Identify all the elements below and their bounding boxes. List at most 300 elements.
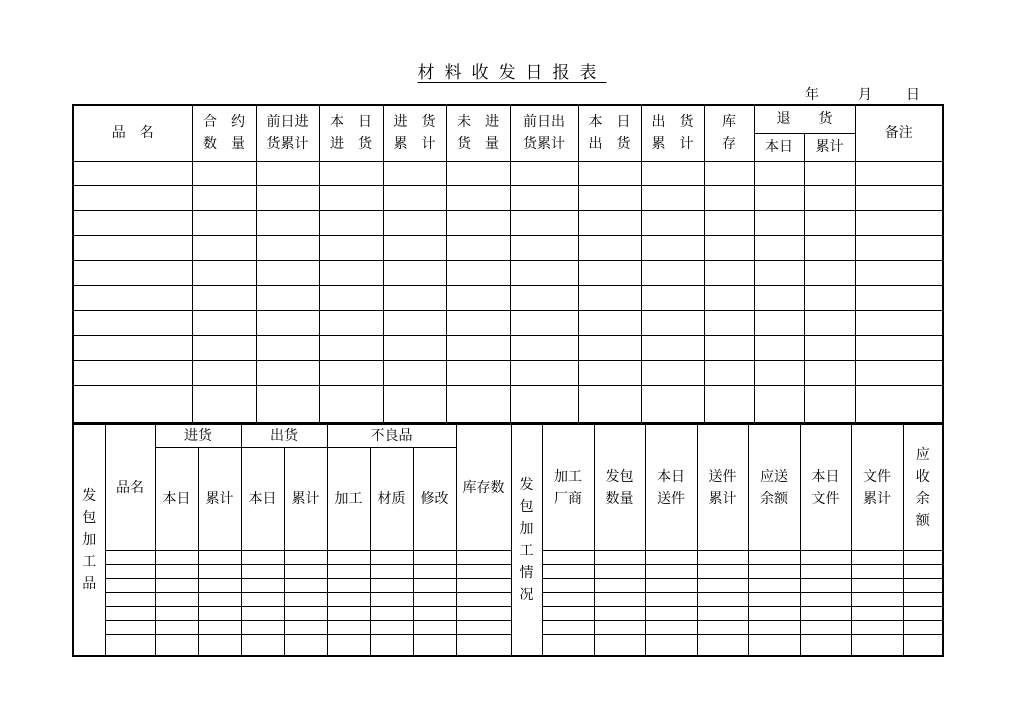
table-cell[interactable]	[594, 551, 645, 565]
table-cell[interactable]	[578, 211, 641, 236]
table-row	[73, 186, 943, 211]
table-cell[interactable]	[578, 385, 641, 423]
table-cell[interactable]	[456, 635, 511, 656]
table-cell[interactable]	[155, 621, 198, 635]
table-cell[interactable]	[754, 236, 804, 261]
table-cell[interactable]	[284, 593, 327, 607]
table-cell[interactable]	[578, 361, 641, 386]
table-cell[interactable]	[73, 261, 192, 286]
table-cell[interactable]	[73, 161, 192, 186]
table-cell[interactable]	[903, 565, 943, 579]
subcontract-table	[72, 424, 944, 657]
table-cell[interactable]	[284, 635, 327, 656]
table-cell[interactable]	[594, 607, 645, 621]
table-cell[interactable]	[804, 261, 855, 286]
header-processor: 加工 厂商	[542, 425, 594, 551]
table-cell[interactable]	[192, 361, 256, 386]
table-cell[interactable]	[192, 336, 256, 361]
table-cell[interactable]	[855, 236, 943, 261]
table-cell[interactable]	[446, 211, 510, 236]
table-cell[interactable]	[413, 593, 456, 607]
table-cell[interactable]	[456, 551, 511, 565]
table-cell[interactable]	[446, 261, 510, 286]
table-cell[interactable]	[284, 621, 327, 635]
table-cell[interactable]	[542, 551, 594, 565]
table-cell[interactable]	[804, 361, 855, 386]
table-row	[73, 621, 943, 635]
table-cell[interactable]	[645, 565, 697, 579]
table-cell[interactable]	[446, 186, 510, 211]
table-cell[interactable]	[192, 236, 256, 261]
table-row	[73, 607, 943, 621]
table-cell[interactable]	[645, 607, 697, 621]
table-cell[interactable]	[903, 579, 943, 593]
table-cell[interactable]	[748, 551, 800, 565]
table-cell[interactable]	[800, 593, 851, 607]
table-cell[interactable]	[578, 286, 641, 311]
table-cell[interactable]	[851, 593, 903, 607]
table-cell[interactable]	[105, 635, 155, 656]
table-cell[interactable]	[256, 211, 319, 236]
table-cell[interactable]	[641, 186, 704, 211]
table-cell[interactable]	[804, 236, 855, 261]
table-cell[interactable]	[748, 607, 800, 621]
table-cell[interactable]	[284, 579, 327, 593]
table-cell[interactable]	[73, 211, 192, 236]
table-cell[interactable]	[319, 186, 383, 211]
table-row	[73, 361, 943, 386]
table-cell[interactable]	[704, 236, 754, 261]
header-balance-due: 应送 余额	[748, 425, 800, 551]
table-cell[interactable]	[697, 607, 748, 621]
table-cell[interactable]	[641, 211, 704, 236]
table-cell[interactable]	[641, 311, 704, 336]
table-cell[interactable]	[697, 621, 748, 635]
table-cell[interactable]	[748, 565, 800, 579]
table-cell[interactable]	[754, 385, 804, 423]
table-cell[interactable]	[241, 579, 284, 593]
header-today-sent: 本日 送件	[645, 425, 697, 551]
table-cell[interactable]	[105, 565, 155, 579]
table-cell[interactable]	[370, 551, 413, 565]
table-cell[interactable]	[256, 336, 319, 361]
table-row	[73, 635, 943, 656]
table-cell[interactable]	[510, 186, 578, 211]
table-cell[interactable]	[903, 621, 943, 635]
table-cell[interactable]	[704, 361, 754, 386]
table-cell[interactable]	[855, 261, 943, 286]
table-cell[interactable]	[383, 286, 446, 311]
table-cell[interactable]	[327, 593, 370, 607]
table-cell[interactable]	[105, 607, 155, 621]
table-cell[interactable]	[319, 236, 383, 261]
table-cell[interactable]	[800, 621, 851, 635]
table-cell[interactable]	[754, 286, 804, 311]
table-cell[interactable]	[903, 635, 943, 656]
table-cell[interactable]	[800, 551, 851, 565]
table-cell[interactable]	[413, 635, 456, 656]
table-cell[interactable]	[645, 635, 697, 656]
table-cell[interactable]	[327, 551, 370, 565]
table-cell[interactable]	[542, 579, 594, 593]
header-product-name-2: 品名	[105, 425, 155, 551]
table-cell[interactable]	[256, 161, 319, 186]
table-cell[interactable]	[456, 565, 511, 579]
table-cell[interactable]	[241, 565, 284, 579]
table-cell[interactable]	[456, 607, 511, 621]
table-cell[interactable]	[456, 579, 511, 593]
table-cell[interactable]	[241, 635, 284, 656]
table-cell[interactable]	[851, 621, 903, 635]
header-not-in-qty: 未 进 货 量	[446, 105, 510, 161]
table-cell[interactable]	[73, 186, 192, 211]
table-row	[73, 593, 943, 607]
table-cell[interactable]	[256, 236, 319, 261]
table-cell[interactable]	[645, 621, 697, 635]
table-cell[interactable]	[241, 551, 284, 565]
table-cell[interactable]	[198, 621, 241, 635]
header-defect-processing: 加工	[327, 448, 370, 551]
table-cell[interactable]	[383, 385, 446, 423]
table-cell[interactable]	[804, 385, 855, 423]
header-outgoing-today: 本日	[241, 448, 284, 551]
table-cell[interactable]	[446, 161, 510, 186]
table-cell[interactable]	[748, 635, 800, 656]
table-cell[interactable]	[855, 385, 943, 423]
table-cell[interactable]	[446, 385, 510, 423]
table-cell[interactable]	[319, 385, 383, 423]
table-cell[interactable]	[319, 336, 383, 361]
header-returns-total: 累计	[804, 133, 855, 161]
table-cell[interactable]	[851, 565, 903, 579]
table-cell[interactable]	[903, 607, 943, 621]
table-cell[interactable]	[155, 635, 198, 656]
table-cell[interactable]	[542, 607, 594, 621]
table-cell[interactable]	[697, 565, 748, 579]
header-incoming-today: 本日	[155, 448, 198, 551]
table-cell[interactable]	[748, 579, 800, 593]
table-cell[interactable]	[192, 161, 256, 186]
table-cell[interactable]	[73, 286, 192, 311]
table-cell[interactable]	[370, 565, 413, 579]
table-cell[interactable]	[748, 621, 800, 635]
table-cell[interactable]	[327, 579, 370, 593]
table-cell[interactable]	[800, 579, 851, 593]
table-cell[interactable]	[510, 286, 578, 311]
table-cell[interactable]	[594, 579, 645, 593]
table-cell[interactable]	[284, 565, 327, 579]
table-cell[interactable]	[241, 621, 284, 635]
table-cell[interactable]	[456, 621, 511, 635]
header-today-out: 本 日 出 货	[578, 105, 641, 161]
table-cell[interactable]	[73, 236, 192, 261]
table-cell[interactable]	[155, 551, 198, 565]
table-cell[interactable]	[383, 161, 446, 186]
table-cell[interactable]	[256, 361, 319, 386]
table-cell[interactable]	[413, 607, 456, 621]
table-cell[interactable]	[198, 551, 241, 565]
table-cell[interactable]	[319, 261, 383, 286]
table-cell[interactable]	[704, 311, 754, 336]
table-cell[interactable]	[256, 261, 319, 286]
table-cell[interactable]	[105, 579, 155, 593]
header-today-in: 本 日 进 货	[319, 105, 383, 161]
table-cell[interactable]	[855, 186, 943, 211]
table-cell[interactable]	[510, 161, 578, 186]
daily-report-table	[72, 104, 944, 424]
table-row	[73, 551, 943, 565]
table-cell[interactable]	[327, 565, 370, 579]
table-cell[interactable]	[697, 551, 748, 565]
table-cell[interactable]	[645, 551, 697, 565]
table-cell[interactable]	[370, 607, 413, 621]
table-cell[interactable]	[851, 607, 903, 621]
table-cell[interactable]	[383, 211, 446, 236]
table-cell[interactable]	[319, 161, 383, 186]
table-cell[interactable]	[754, 311, 804, 336]
table-cell[interactable]	[754, 261, 804, 286]
table-cell[interactable]	[284, 551, 327, 565]
table-cell[interactable]	[641, 261, 704, 286]
table-cell[interactable]	[446, 236, 510, 261]
table-cell[interactable]	[578, 161, 641, 186]
table-cell[interactable]	[155, 565, 198, 579]
table-cell[interactable]	[319, 361, 383, 386]
table-row	[73, 385, 943, 423]
table-cell[interactable]	[704, 336, 754, 361]
table-cell[interactable]	[578, 261, 641, 286]
table-cell[interactable]	[804, 186, 855, 211]
table-cell[interactable]	[510, 236, 578, 261]
table-cell[interactable]	[383, 336, 446, 361]
table-cell[interactable]	[198, 593, 241, 607]
table-cell[interactable]	[383, 311, 446, 336]
table-cell[interactable]	[697, 579, 748, 593]
table-cell[interactable]	[804, 286, 855, 311]
table-cell[interactable]	[256, 385, 319, 423]
header-remarks: 备注	[855, 105, 943, 161]
header-docs-total: 文件 累计	[851, 425, 903, 551]
document-title: 材料收发日报表	[417, 63, 607, 83]
table-cell[interactable]	[594, 593, 645, 607]
table-cell[interactable]	[319, 286, 383, 311]
table-cell[interactable]	[641, 361, 704, 386]
table-cell[interactable]	[192, 211, 256, 236]
table-cell[interactable]	[855, 336, 943, 361]
table-cell[interactable]	[804, 311, 855, 336]
table-row	[73, 311, 943, 336]
table-cell[interactable]	[105, 593, 155, 607]
table-cell[interactable]	[697, 635, 748, 656]
section-label-subcontract-status: 发 包 加 工 情 况	[511, 425, 542, 657]
table-cell[interactable]	[155, 593, 198, 607]
table-cell[interactable]	[413, 565, 456, 579]
table-row	[73, 579, 943, 593]
table-cell[interactable]	[192, 286, 256, 311]
table-cell[interactable]	[800, 565, 851, 579]
table-row	[73, 236, 943, 261]
table-cell[interactable]	[370, 593, 413, 607]
table-cell[interactable]	[370, 579, 413, 593]
header-incoming-total: 累计	[198, 448, 241, 551]
table-cell[interactable]	[241, 593, 284, 607]
table-cell[interactable]	[645, 579, 697, 593]
header-returns-today: 本日	[754, 133, 804, 161]
table-cell[interactable]	[754, 211, 804, 236]
table-cell[interactable]	[754, 161, 804, 186]
table-cell[interactable]	[542, 565, 594, 579]
table-cell[interactable]	[645, 593, 697, 607]
table-cell[interactable]	[697, 593, 748, 607]
table-cell[interactable]	[594, 635, 645, 656]
table-cell[interactable]	[327, 621, 370, 635]
table-cell[interactable]	[704, 261, 754, 286]
table-cell[interactable]	[804, 336, 855, 361]
table-cell[interactable]	[510, 311, 578, 336]
header-outgoing: 出货	[241, 425, 327, 448]
table-cell[interactable]	[855, 361, 943, 386]
table-cell[interactable]	[754, 186, 804, 211]
header-receivable: 应 收 余 额	[903, 425, 943, 551]
table-cell[interactable]	[256, 311, 319, 336]
table-cell[interactable]	[704, 161, 754, 186]
table-cell[interactable]	[510, 385, 578, 423]
header-stock-count: 库存数	[456, 425, 511, 551]
table-cell[interactable]	[256, 186, 319, 211]
table-cell[interactable]	[851, 551, 903, 565]
table-cell[interactable]	[641, 286, 704, 311]
table-row	[73, 261, 943, 286]
table-cell[interactable]	[542, 593, 594, 607]
table-cell[interactable]	[198, 565, 241, 579]
table-cell[interactable]	[73, 311, 192, 336]
date-month-label: 月	[858, 87, 872, 103]
table-cell[interactable]	[804, 161, 855, 186]
table-cell[interactable]	[855, 286, 943, 311]
header-in-total: 进 货 累 计	[383, 105, 446, 161]
table-cell[interactable]	[754, 336, 804, 361]
table-cell[interactable]	[510, 336, 578, 361]
table-cell[interactable]	[855, 211, 943, 236]
table-cell[interactable]	[704, 385, 754, 423]
table-cell[interactable]	[800, 607, 851, 621]
table-cell[interactable]	[542, 621, 594, 635]
table-cell[interactable]	[256, 286, 319, 311]
table-cell[interactable]	[800, 635, 851, 656]
table-cell[interactable]	[383, 236, 446, 261]
table-cell[interactable]	[319, 311, 383, 336]
header-prev-in-total: 前日进 货累计	[256, 105, 319, 161]
header-outgoing-total: 累计	[284, 448, 327, 551]
table-cell[interactable]	[105, 551, 155, 565]
table-cell[interactable]	[903, 593, 943, 607]
section-label-subcontract-goods: 发 包 加 工 品	[73, 425, 105, 657]
table-cell[interactable]	[383, 186, 446, 211]
table-row	[73, 286, 943, 311]
table-cell[interactable]	[578, 186, 641, 211]
table-cell[interactable]	[241, 607, 284, 621]
table-cell[interactable]	[641, 385, 704, 423]
table-cell[interactable]	[510, 211, 578, 236]
header-product-name: 品 名	[73, 105, 192, 161]
date-year-label: 年	[805, 87, 819, 103]
table-cell[interactable]	[641, 236, 704, 261]
table-cell[interactable]	[73, 385, 192, 423]
table-cell[interactable]	[748, 593, 800, 607]
table-cell[interactable]	[510, 361, 578, 386]
header-contract-qty: 合 约 数 量	[192, 105, 256, 161]
table-cell[interactable]	[641, 161, 704, 186]
table-cell[interactable]	[851, 635, 903, 656]
table-cell[interactable]	[73, 336, 192, 361]
table-cell[interactable]	[446, 361, 510, 386]
table-cell[interactable]	[319, 211, 383, 236]
table-cell[interactable]	[754, 361, 804, 386]
table-cell[interactable]	[855, 311, 943, 336]
table-cell[interactable]	[456, 593, 511, 607]
table-cell[interactable]	[446, 336, 510, 361]
table-cell[interactable]	[73, 361, 192, 386]
table-cell[interactable]	[192, 186, 256, 211]
table-cell[interactable]	[327, 607, 370, 621]
table-cell[interactable]	[383, 361, 446, 386]
table-cell[interactable]	[284, 607, 327, 621]
header-prev-out-total: 前日出 货累计	[510, 105, 578, 161]
table-cell[interactable]	[446, 286, 510, 311]
table-cell[interactable]	[578, 336, 641, 361]
table-cell[interactable]	[704, 211, 754, 236]
header-defect-material: 材质	[370, 448, 413, 551]
table-cell[interactable]	[413, 551, 456, 565]
table-cell[interactable]	[192, 311, 256, 336]
table-cell[interactable]	[413, 579, 456, 593]
table-cell[interactable]	[903, 551, 943, 565]
table-cell[interactable]	[155, 607, 198, 621]
header-defective: 不良品	[327, 425, 456, 448]
table-cell[interactable]	[851, 579, 903, 593]
table-cell[interactable]	[804, 211, 855, 236]
table-cell[interactable]	[370, 635, 413, 656]
header-incoming: 进货	[155, 425, 241, 448]
table-cell[interactable]	[542, 635, 594, 656]
header-out-total: 出 货 累 计	[641, 105, 704, 161]
table-cell[interactable]	[105, 621, 155, 635]
table-cell[interactable]	[327, 635, 370, 656]
table-cell[interactable]	[192, 385, 256, 423]
header-stock: 库 存	[704, 105, 754, 161]
table-cell[interactable]	[594, 621, 645, 635]
date-day-label: 日	[906, 87, 920, 103]
table-cell[interactable]	[704, 286, 754, 311]
table-cell[interactable]	[383, 261, 446, 286]
table-cell[interactable]	[510, 261, 578, 286]
table-cell[interactable]	[578, 236, 641, 261]
table-cell[interactable]	[198, 579, 241, 593]
table-cell[interactable]	[413, 621, 456, 635]
table-cell[interactable]	[155, 579, 198, 593]
table-cell[interactable]	[446, 311, 510, 336]
table-cell[interactable]	[192, 261, 256, 286]
table-cell[interactable]	[198, 607, 241, 621]
table-cell[interactable]	[641, 336, 704, 361]
table-cell[interactable]	[578, 311, 641, 336]
table-cell[interactable]	[594, 565, 645, 579]
table-cell[interactable]	[855, 161, 943, 186]
header-today-docs: 本日 文件	[800, 425, 851, 551]
table-cell[interactable]	[704, 186, 754, 211]
table-cell[interactable]	[370, 621, 413, 635]
table-cell[interactable]	[198, 635, 241, 656]
